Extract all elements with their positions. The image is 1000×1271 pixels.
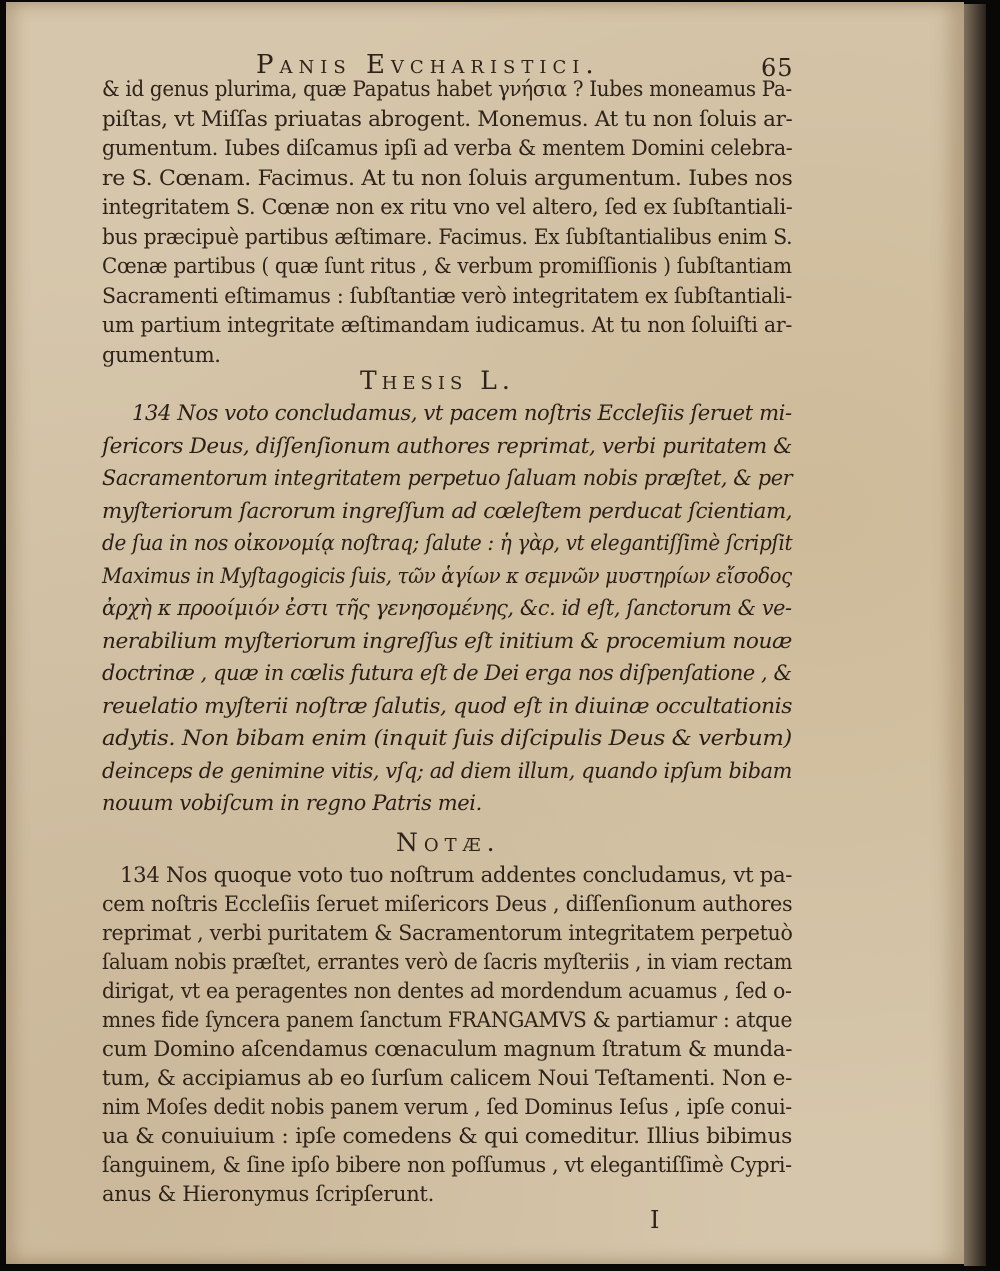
page-number: 65 (761, 54, 794, 82)
notae-line: mnes fide ſyncera panem ſanctum FRANGAMVS & partiamur : atque (102, 1008, 793, 1032)
thesis-line: 134 Nos voto concludamus, vt pacem noſtris Eccleſiis ſeruet mi- (132, 401, 792, 425)
notae-line: anus & Hieronymus ſcripſerunt. (102, 1182, 434, 1206)
body-top-line: Cœnæ partibus ( quæ ſunt ritus , & verbum promiſſionis ) ſubſtantiam (102, 254, 792, 278)
notae-line: dirigat, vt ea peragentes non dentes ad mordendum acuamus , ſed o- (102, 979, 792, 1003)
body-top-line: um partium integritate æſtimandam iudicamus. At tu non ſoluiſti ar- (102, 313, 793, 337)
body-top-line: re S. Cœnam. Facimus. At tu non ſoluis argumentum. Iubes nos (102, 165, 793, 190)
notae-line: cem noſtris Eccleſiis ſeruet miſericors Deus , diſſenſionum authores (102, 892, 793, 916)
notae-line: nim Moſes dedit nobis panem verum , ſed Dominus Ieſus , ipſe conui- (102, 1095, 792, 1119)
thesis-line: ἀρχὴ κ προοίμιόν ἐστι τῆς γενησομένης, &c. id eſt, ſanctorum & ve- (102, 596, 792, 620)
thesis-line: ſericors Deus, diſſenſionum authores reprimat, verbi puritatem & (102, 433, 793, 458)
notae-line: 134 Nos quoque voto tuo noſtrum addentes concludamus, vt pa- (120, 863, 793, 887)
notae-heading: Notæ. (396, 828, 501, 857)
notae-line: ua & conuiuium : ipſe comedens & qui comeditur. Illius bibimus (102, 1124, 793, 1148)
book-page (6, 2, 964, 1264)
thesis-line: myſteriorum ſacrorum ingreſſum ad cœleſtem perducat ſcientiam, (102, 498, 793, 523)
body-top-line: Sacramenti eſtimamus : ſubſtantiæ verò integritatem ex ſubſtantiali- (102, 283, 793, 308)
thesis-line: Sacramentorum integritatem perpetuo ſaluam nobis præſtet, & per (102, 466, 793, 490)
thesis-line: Maximus in Myſtagogicis ſuis, τῶν ἁγίων κ σεμνῶν μυστηρίων εἴσοδος (102, 563, 792, 588)
notae-line: reprimat , verbi puritatem & Sacramentorum integritatem perpetuò (102, 921, 793, 945)
body-top-line: gumentum. Iubes diſcamus ipſi ad verba & mentem Domini celebra- (102, 136, 793, 160)
body-top-line: integritatem S. Cœnæ non ex ritu vno vel altero, ſed ex ſubſtantiali- (102, 195, 793, 219)
thesis-line: nouum vobiſcum in regno Patris mei. (102, 791, 482, 815)
body-top-line: & id genus plurima, quæ Papatus habet γνήσια ? Iubes moneamus Pa- (102, 77, 792, 101)
notae-line: ſaluam nobis præſtet, errantes verò de ſacris myſteriis , in viam rectam (102, 950, 793, 974)
thesis-line: de ſua in nos οἰκονομίᾳ noſtraq; ſalute : ἡ γὰρ, vt elegantiſſimè ſcripſit (102, 531, 793, 555)
thesis-line: nerabilium myſteriorum ingreſſus eſt initium & procemium nouæ (102, 628, 792, 653)
notae-line: tum, & accipiamus ab eo ſurſum calicem Noui Teſtamenti. Non e- (102, 1066, 793, 1090)
thesis-heading: Thesis L. (360, 366, 515, 395)
thesis-line: adytis. Non bibam enim (inquit ſuis diſcipulis Deus & verbum) (102, 726, 792, 750)
body-top-line: gumentum. (102, 342, 221, 367)
notae-line: cum Domino aſcendamus cœnaculum magnum ſtratum & munda- (102, 1037, 793, 1061)
notae-line: ſanguinem, & ſine ipſo bibere non poſſumus , vt elegantiſſimè Cypri- (102, 1153, 792, 1177)
signature-mark: I (650, 1206, 660, 1234)
body-top-line: bus præcipuè partibus æſtimare. Facimus. Ex ſubſtantialibus enim S. (102, 224, 793, 249)
body-top-line: piſtas, vt Miſſas priuatas abrogent. Monemus. At tu non ſoluis ar- (102, 106, 793, 131)
thesis-line: doctrinæ , quæ in cœlis futura eſt de Dei erga nos diſpenſatione , & (102, 661, 792, 685)
thesis-line: deinceps de genimine vitis, vſq; ad diem illum, quando ipſum bibam (102, 758, 793, 783)
thesis-line: reuelatio myſterii noſtræ ſalutis, quod eſt in diuinæ occultationis (102, 693, 793, 718)
running-head: Panis Evcharistici. (256, 50, 600, 80)
page-edge-shadow (964, 4, 986, 1266)
